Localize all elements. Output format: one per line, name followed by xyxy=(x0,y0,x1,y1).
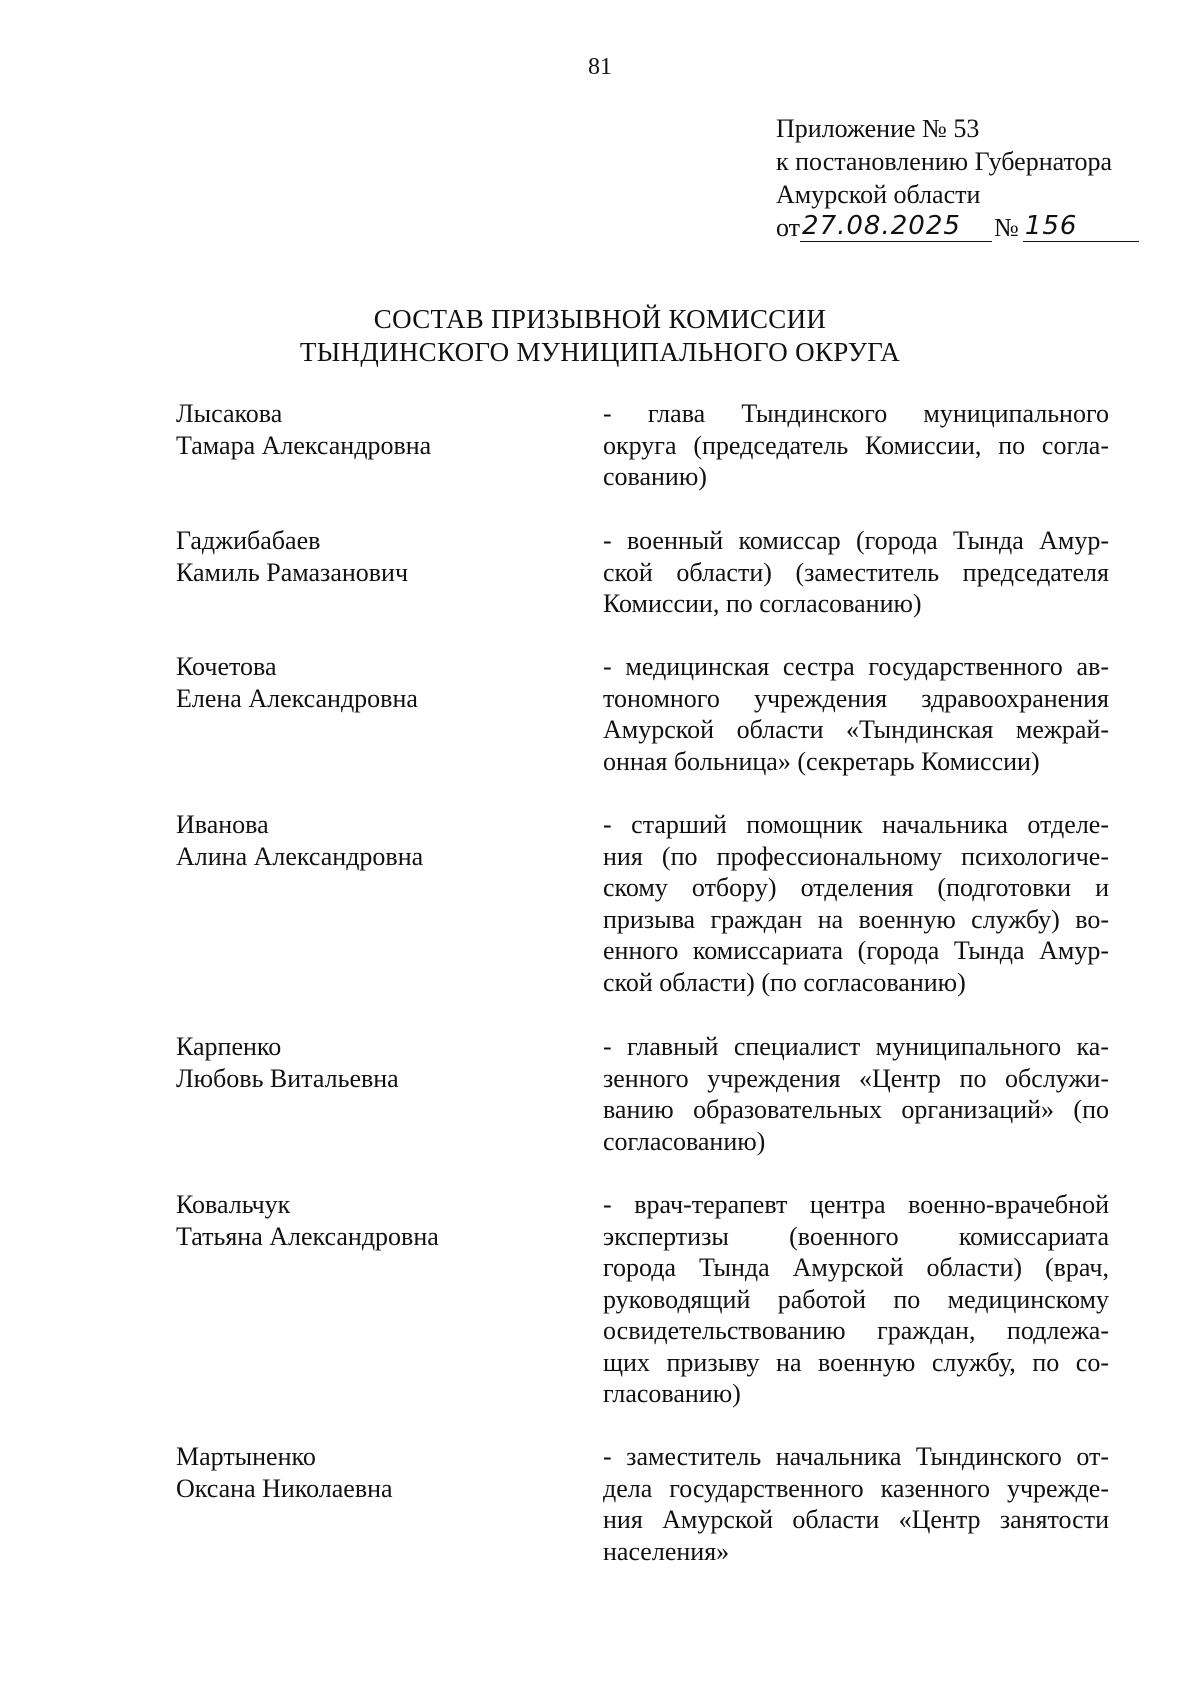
member-name xyxy=(176,1189,556,1252)
member-surname: Иванова xyxy=(176,810,269,839)
member-surname: Гаджибабаев xyxy=(176,526,321,555)
role-line: скому отбору) отделения (подготовки и xyxy=(603,873,1109,902)
role-line: руководящий работой по медицинскому xyxy=(603,1284,1109,1314)
member-name xyxy=(176,809,556,872)
role-line: экспертизы (военного комиссариата xyxy=(603,1221,1109,1251)
member-given-name: Татьяна Александровна xyxy=(176,1221,439,1251)
role-line: - главный специалист муниципального ка- xyxy=(603,1032,1109,1061)
role-line: населения» xyxy=(603,1536,730,1566)
member-given-name: Елена Александровна xyxy=(176,683,418,713)
page-number: 81 xyxy=(588,54,612,80)
role-line: зенного учреждения «Центр по обслужи- xyxy=(603,1063,1109,1093)
member-given-name: Тамара Александровна xyxy=(176,430,432,460)
role-line: - глава Тындинского муниципального xyxy=(603,399,1109,428)
appendix-block xyxy=(776,112,1139,251)
member-role xyxy=(603,1189,1109,1410)
title-line-2: ТЫНДИНСКОГО МУНИЦИПАЛЬНОГО ОКРУГА xyxy=(299,337,901,367)
role-line: гласованию) xyxy=(603,1379,741,1408)
role-line: - военный комиссар (города Тында Амур- xyxy=(603,526,1109,555)
handwritten-date: 27.08.2025 xyxy=(800,211,992,242)
role-line: освидетельствованию граждан, подлежа- xyxy=(603,1316,1109,1345)
role-line: енного комиссариата (города Тында Амур- xyxy=(603,936,1109,965)
role-line: - врач-терапевт центра военно-врачебной xyxy=(603,1190,1109,1219)
date-prefix: от xyxy=(776,213,801,242)
member-given-name: Любовь Витальевна xyxy=(176,1063,399,1093)
member-surname: Лысакова xyxy=(176,399,283,428)
role-line: согласованию) xyxy=(603,1126,766,1156)
role-line: ской области) (заместитель председателя xyxy=(603,557,1109,587)
member-given-name: Оксана Николаевна xyxy=(176,1473,393,1503)
member-given-name: Алина Александровна xyxy=(176,841,424,871)
role-line: ния (по профессиональному психологиче- xyxy=(603,841,1109,871)
member-role xyxy=(603,525,1109,620)
member-name xyxy=(176,398,556,461)
role-line: щих призыву на военную службу, по со- xyxy=(603,1347,1109,1377)
member-surname: Мартыненко xyxy=(176,1442,316,1471)
appendix-date-line xyxy=(776,211,1139,251)
member-role xyxy=(603,651,1109,777)
title-line-1: СОСТАВ ПРИЗЫВНОЙ КОМИССИИ xyxy=(373,304,827,334)
appendix-number: Приложение № 53 xyxy=(776,114,980,143)
role-line: - медицинская сестра государственного ав- xyxy=(603,652,1109,681)
role-line: ванию образовательных организаций» (по xyxy=(603,1095,1109,1124)
number-sign: № xyxy=(994,213,1019,242)
member-name xyxy=(176,1031,556,1094)
member-name xyxy=(176,651,556,714)
role-line: ской области) (по согласованию) xyxy=(603,967,966,997)
member-name xyxy=(176,1441,556,1504)
role-line: округа (председатель Комиссии, по согла- xyxy=(603,430,1109,460)
role-line: тономного учреждения здравоохранения xyxy=(603,683,1109,713)
member-role xyxy=(603,809,1109,998)
member-surname: Кочетова xyxy=(176,652,277,681)
role-line: - старший помощник начальника отделе- xyxy=(603,810,1109,839)
role-line: Амурской области «Тындинская межрай- xyxy=(603,715,1109,744)
document-title xyxy=(0,303,1200,369)
role-line: онная больница» (секретарь Комиссии) xyxy=(603,746,1040,776)
member-given-name: Камиль Рамазанович xyxy=(176,557,409,587)
role-line: города Тында Амурской области) (врач, xyxy=(603,1253,1109,1282)
member-role xyxy=(603,1031,1109,1157)
member-role xyxy=(603,1441,1109,1567)
role-line: дела государственного казенного учрежде- xyxy=(603,1473,1109,1503)
role-line: Комиссии, по согласованию) xyxy=(603,589,922,618)
role-line: - заместитель начальника Тындинского от- xyxy=(603,1442,1109,1471)
appendix-decree-ref: к постановлению Губернатора xyxy=(776,147,1113,176)
appendix-region: Амурской области xyxy=(776,180,981,209)
role-line: призыва граждан на военную службу) во- xyxy=(603,904,1109,934)
member-role xyxy=(603,398,1109,493)
handwritten-number: 156 xyxy=(1023,211,1139,242)
member-name xyxy=(176,525,556,588)
member-surname: Ковальчук xyxy=(176,1190,291,1219)
role-line: ния Амурской области «Центр занятости xyxy=(603,1505,1109,1534)
role-line: сованию) xyxy=(603,462,707,491)
member-surname: Карпенко xyxy=(176,1032,282,1061)
